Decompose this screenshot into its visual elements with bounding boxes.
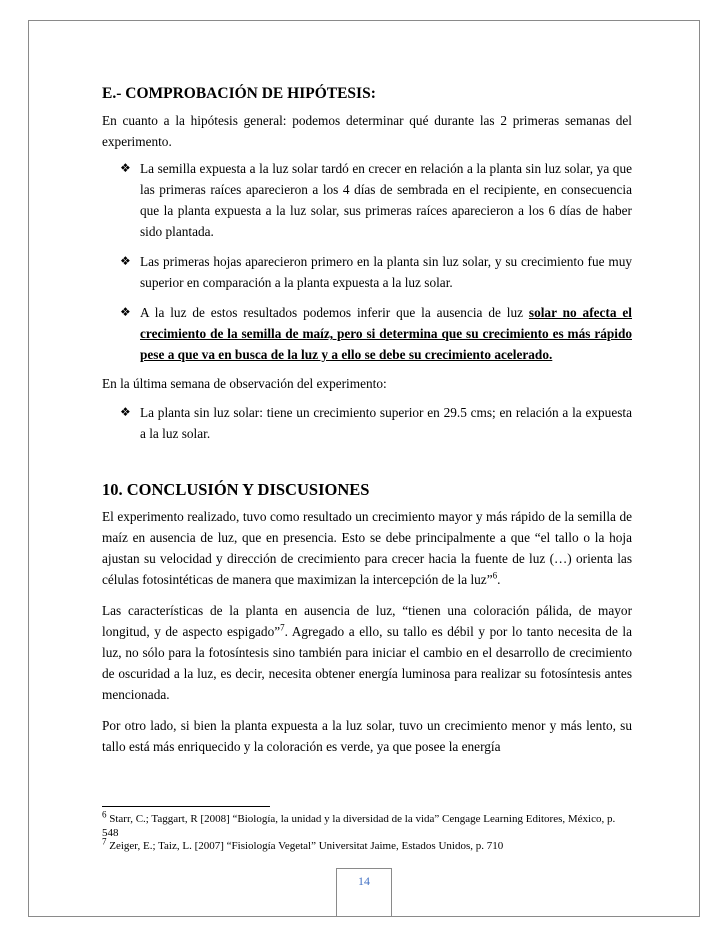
list-item: [102, 302, 632, 365]
list-item: [102, 158, 632, 242]
conclusion-paragraph-2: [102, 600, 632, 705]
diamond-bullet-icon: ❖: [120, 405, 131, 419]
footnote-separator: [102, 806, 270, 807]
footnote-ref: 7: [280, 622, 285, 633]
list-item-text: La semilla expuesta a la luz solar tardó en crecer en relación a la planta sin luz solar, ya que las primeras raíces aparecieron a los 4 días de sembrada en el recipiente, en consecuencia que la planta expuesta a la luz solar, sus primeras raíces aparecieron a los 6 días de haber sido plantada.: [140, 161, 632, 239]
footnote-ref: 6: [492, 570, 498, 581]
list-item-emphasis: solar no afecta el crecimiento de la semilla de maíz, pero si determina que su crecimiento es más rápido pese a que va en busca de la luz y a ello se debe su crecimiento acelerado.: [140, 305, 632, 362]
footnote-number: 7: [102, 836, 107, 847]
list-item-text: A la luz de estos resultados podemos inferir que la ausencia de luz: [140, 305, 529, 320]
list-item: [102, 402, 632, 444]
heading-hypothesis-check: E.- COMPROBACIÓN DE HIPÓTESIS:: [102, 85, 376, 102]
paragraph-text: Las características de la planta en ausencia de luz, “tienen una coloración pálida, de mayor longitud, y de aspecto espigado”: [102, 603, 632, 639]
list-item-text: La planta sin luz solar: tiene un crecimiento superior en 29.5 cms; en relación a la expuesta a la luz solar.: [140, 405, 632, 441]
paragraph-text-end: .: [497, 572, 501, 587]
footnote: [102, 836, 632, 854]
last-week-paragraph: En la última semana de observación del experimento:: [102, 376, 387, 391]
footnote-text: Zeiger, E.; Taiz, L. [2007] “Fisiología Vegetal” Universitat Jaime, Estados Unidos, p. 710: [106, 840, 504, 852]
diamond-bullet-icon: ❖: [120, 161, 131, 175]
page-number: 14: [358, 874, 370, 888]
footnotes: [102, 809, 632, 854]
intro-paragraph: En cuanto a la hipótesis general: podemos determinar qué durante las 2 primeras semanas del experimento.: [102, 113, 632, 149]
list-item: [102, 251, 632, 293]
diamond-bullet-icon: ❖: [120, 305, 131, 319]
conclusion-paragraph-1: [102, 506, 632, 590]
paragraph-text-end: . Agregado a ello, su tallo es débil y por lo tanto necesita de la luz, no sólo para la fotosíntesis sino también para iniciar el cambio en el desarrollo de crecimiento de oscuridad a la luz, es decir, necesita obtener energía luminosa para realizar su fotosíntesis antes mencionada.: [102, 624, 632, 702]
footnote: [102, 809, 632, 840]
list-item-text: Las primeras hojas aparecieron primero en la planta sin luz solar, y su crecimiento fue muy superior en comparación a la planta expuesta a la luz solar.: [140, 254, 632, 290]
footnote-text: Starr, C.; Taggart, R [2008] “Biología, la unidad y la diversidad de la vida” Cengage Learning Editores, México, p. 548: [102, 813, 616, 839]
page-number-box: [336, 868, 392, 916]
conclusion-paragraph-3: Por otro lado, si bien la planta expuesta a la luz solar, tuvo un crecimiento menor y más lento, su tallo está más enriquecido y la coloración es verde, ya que posee la energía: [102, 718, 632, 754]
heading-conclusion: 10. CONCLUSIÓN Y DISCUSIONES: [102, 480, 370, 499]
page-content: [102, 84, 632, 757]
paragraph-text: El experimento realizado, tuvo como resultado un crecimiento mayor y más rápido de la semilla de maíz en ausencia de luz, que en presencia. Esto se debe principalmente a que “el tallo o la hoja ajustan su velocidad y dirección de crecimiento para crecer hacia la fuente de luz (…) orienta las células fotosintéticas de manera que maximizan la intercepción de la luz”: [102, 509, 632, 587]
footnote-number: 6: [102, 809, 107, 820]
diamond-bullet-icon: ❖: [120, 254, 131, 268]
